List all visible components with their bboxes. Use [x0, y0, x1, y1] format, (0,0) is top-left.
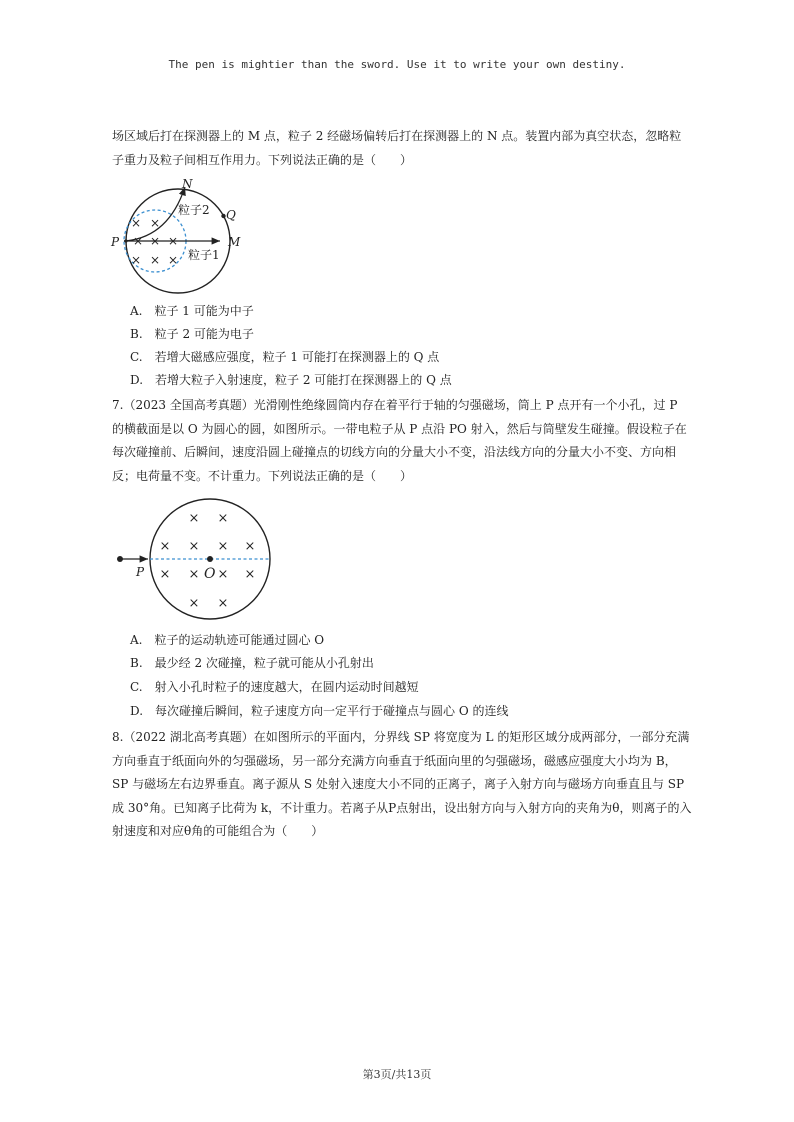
q6-option-b: B. 粒子 2 可能为电子	[130, 327, 254, 341]
q6-field-mark: ×	[130, 253, 142, 267]
q6-field-mark: ×	[130, 216, 142, 230]
q6-option-d: D. 若增大粒子入射速度，粒子 2 可能打在探测器上的 Q 点	[130, 373, 452, 387]
q6-field-mark: ×	[132, 234, 144, 248]
q6-label-P: P	[111, 235, 120, 249]
q7-field-mark: ×	[244, 539, 256, 554]
q6-label-Q: Q	[226, 208, 236, 222]
q7-option-a: A. 粒子的运动轨迹可能通过圆心 O	[130, 633, 325, 647]
q7-stem: 7.（2023 全国高考真题）光滑刚性绝缘圆筒内存在着平行于轴的匀强磁场，筒上 P 点开有一个小孔，过 P 的横截面是以 O 为圆心的圆，如图所示。一带电粒子从 P 点沿 PO 射入，然后与筒壁发生碰撞。假设粒子在每次碰撞前、后瞬间，速度沿圆上碰撞点的切线方向的分量大小不变，沿法线方向的分量大小不变、方向相反；电荷量不变。不计重力。下列说法正确的是（ ）	[112, 398, 687, 483]
q7-field-mark: ×	[188, 511, 200, 526]
q7-option-d: D. 每次碰撞后瞬间，粒子速度方向一定平行于碰撞点与圆心 O 的连线	[130, 704, 509, 718]
q6-label-particle2: 粒子2	[178, 203, 210, 217]
q6-point-P	[124, 239, 127, 242]
q7-option-b: B. 最少经 2 次碰撞，粒子就可能从小孔射出	[130, 656, 374, 670]
q6-field-mark: ×	[149, 234, 161, 248]
q7-field-mark: ×	[217, 596, 229, 611]
q7-label-O: O	[204, 566, 216, 582]
q7-field-mark: ×	[188, 596, 200, 611]
q7-field-mark: ×	[217, 567, 229, 582]
q7-field-mark: ×	[217, 511, 229, 526]
q7-field-mark: ×	[244, 567, 256, 582]
q6-stem: 场区域后打在探测器上的 M 点，粒子 2 经磁场偏转后打在探测器上的 N 点。装置内部为真空状态，忽略粒子重力及粒子间相互作用力。下列说法正确的是（ ）	[112, 129, 682, 167]
q6-field-mark: ×	[149, 216, 161, 230]
q7-label-P: P	[136, 565, 145, 579]
q6-option-c: C. 若增大磁感应强度，粒子 1 可能打在探测器上的 Q 点	[130, 350, 440, 364]
q6-field-mark: ×	[149, 253, 161, 267]
q6-label-M: M	[228, 235, 241, 249]
q8-stem: 8.（2022 湖北高考真题）在如图所示的平面内，分界线 SP 将宽度为 L 的矩形区域分成两部分，一部分充满方向垂直于纸面向外的匀强磁场，另一部分充满方向垂直于纸面向里的匀强磁场，磁感应强度大小均为 B，SP 与磁场左右边界垂直。离子源从 S 处射入速度大小不同的正离子，离子入射方向与磁场方向垂直且与 SP 成 30°角。已知离子比荷为 k，不计重力。若离子从P点射出，设出射方向与入射方向的夹角为θ，则离子的入射速度和对应θ角的可能组合为（ ）	[112, 730, 692, 838]
q6-option-a: A. 粒子 1 可能为中子	[130, 304, 254, 318]
q6-field-mark: ×	[167, 234, 179, 248]
q6-figure	[108, 176, 258, 294]
q7-option-c: C. 射入小孔时粒子的速度越大，在圆内运动时间越短	[130, 680, 419, 694]
q6-field-mark: ×	[167, 253, 179, 267]
q6-label-particle1: 粒子1	[188, 248, 220, 262]
q7-field-mark: ×	[188, 567, 200, 582]
page-header-motto: The pen is mightier than the sword. Use it to write your own destiny.	[168, 58, 626, 71]
q7-field-mark: ×	[217, 539, 229, 554]
q7-field-mark: ×	[188, 539, 200, 554]
q7-center-O	[207, 556, 213, 562]
q7-particle-dot	[117, 556, 123, 562]
q7-field-mark: ×	[159, 567, 171, 582]
q6-label-N: N	[182, 177, 193, 191]
q7-field-mark: ×	[159, 539, 171, 554]
q7-figure	[110, 492, 280, 632]
page-number: 第3页/共13页	[362, 1068, 432, 1081]
